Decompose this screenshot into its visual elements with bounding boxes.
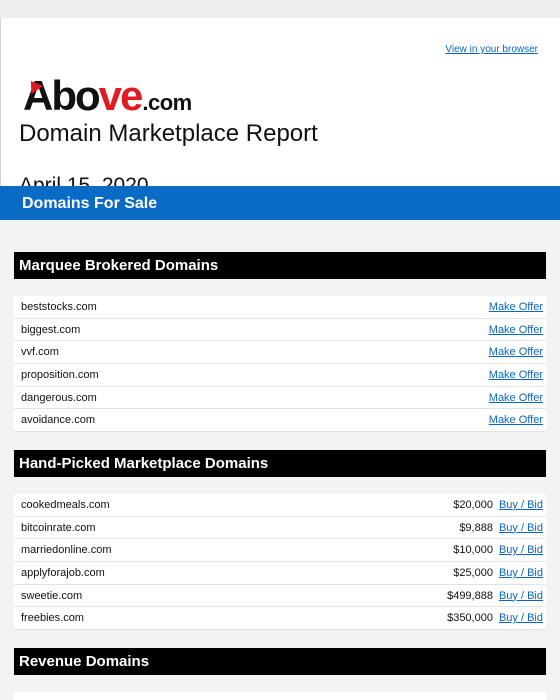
domain-name: vvf.com <box>21 346 59 359</box>
section-header-marquee: Marquee Brokered Domains <box>14 252 546 279</box>
domains-for-sale-banner: Domains For Sale <box>0 186 560 220</box>
table-row <box>14 517 546 540</box>
domain-price: $350,000 <box>447 612 493 625</box>
make-offer-link[interactable]: Make Offer <box>488 323 543 336</box>
table-row <box>14 585 546 608</box>
make-offer-link[interactable]: Make Offer <box>488 391 543 404</box>
make-offer-link[interactable]: Make Offer <box>488 368 543 381</box>
table-row <box>14 387 546 410</box>
buy-bid-link[interactable]: Buy / Bid <box>498 589 543 602</box>
domain-name: applyforajob.com <box>21 566 105 579</box>
table-row <box>14 319 546 342</box>
above-logo <box>23 72 192 119</box>
domain-price: $9,888 <box>459 521 493 534</box>
table-row <box>14 562 546 585</box>
marquee-list <box>14 296 546 432</box>
report-title: Domain Marketplace Report <box>19 120 318 147</box>
buy-bid-link[interactable]: Buy / Bid <box>498 544 543 557</box>
buy-bid-link[interactable]: Buy / Bid <box>498 612 543 625</box>
table-row <box>14 341 546 364</box>
domain-name: freebies.com <box>21 612 84 625</box>
handpicked-list <box>14 494 546 630</box>
domain-name: sweetie.com <box>21 589 83 602</box>
section-header-handpicked: Hand-Picked Marketplace Domains <box>14 450 546 477</box>
domain-name: avoidance.com <box>21 414 95 427</box>
domain-name: biggest.com <box>21 323 81 336</box>
revenue-list-partial <box>14 692 546 700</box>
section-header-revenue: Revenue Domains <box>14 648 546 675</box>
buy-bid-link[interactable]: Buy / Bid <box>498 521 543 534</box>
domain-name: cookedmeals.com <box>21 498 110 511</box>
logo-letter-a: A <box>23 72 52 119</box>
buy-bid-link[interactable]: Buy / Bid <box>498 566 543 579</box>
domain-name: marriedonline.com <box>21 544 112 557</box>
domain-price: $10,000 <box>453 544 493 557</box>
domain-price: $20,000 <box>453 498 493 511</box>
make-offer-link[interactable]: Make Offer <box>488 414 543 427</box>
domain-name: bitcoinrate.com <box>21 521 96 534</box>
domain-price: $499,888 <box>447 589 493 602</box>
domain-price: $25,000 <box>453 566 493 579</box>
table-row <box>14 607 546 630</box>
make-offer-link[interactable]: Make Offer <box>488 300 543 313</box>
logo-text-dotcom: .com <box>142 90 192 115</box>
logo-text-ve: ve <box>98 72 142 119</box>
table-row <box>14 364 546 387</box>
make-offer-link[interactable]: Make Offer <box>488 346 543 359</box>
domain-name: dangerous.com <box>21 391 97 404</box>
table-row <box>14 494 546 517</box>
table-row <box>14 539 546 562</box>
buy-bid-link[interactable]: Buy / Bid <box>498 498 543 511</box>
domain-name: proposition.com <box>21 368 99 381</box>
view-in-browser-link[interactable]: View in your browser <box>445 44 538 55</box>
window-top-strip <box>0 0 560 18</box>
table-row <box>14 296 546 319</box>
table-row <box>14 409 546 432</box>
domain-name: beststocks.com <box>21 300 97 313</box>
logo-text-main: bo <box>51 72 99 119</box>
